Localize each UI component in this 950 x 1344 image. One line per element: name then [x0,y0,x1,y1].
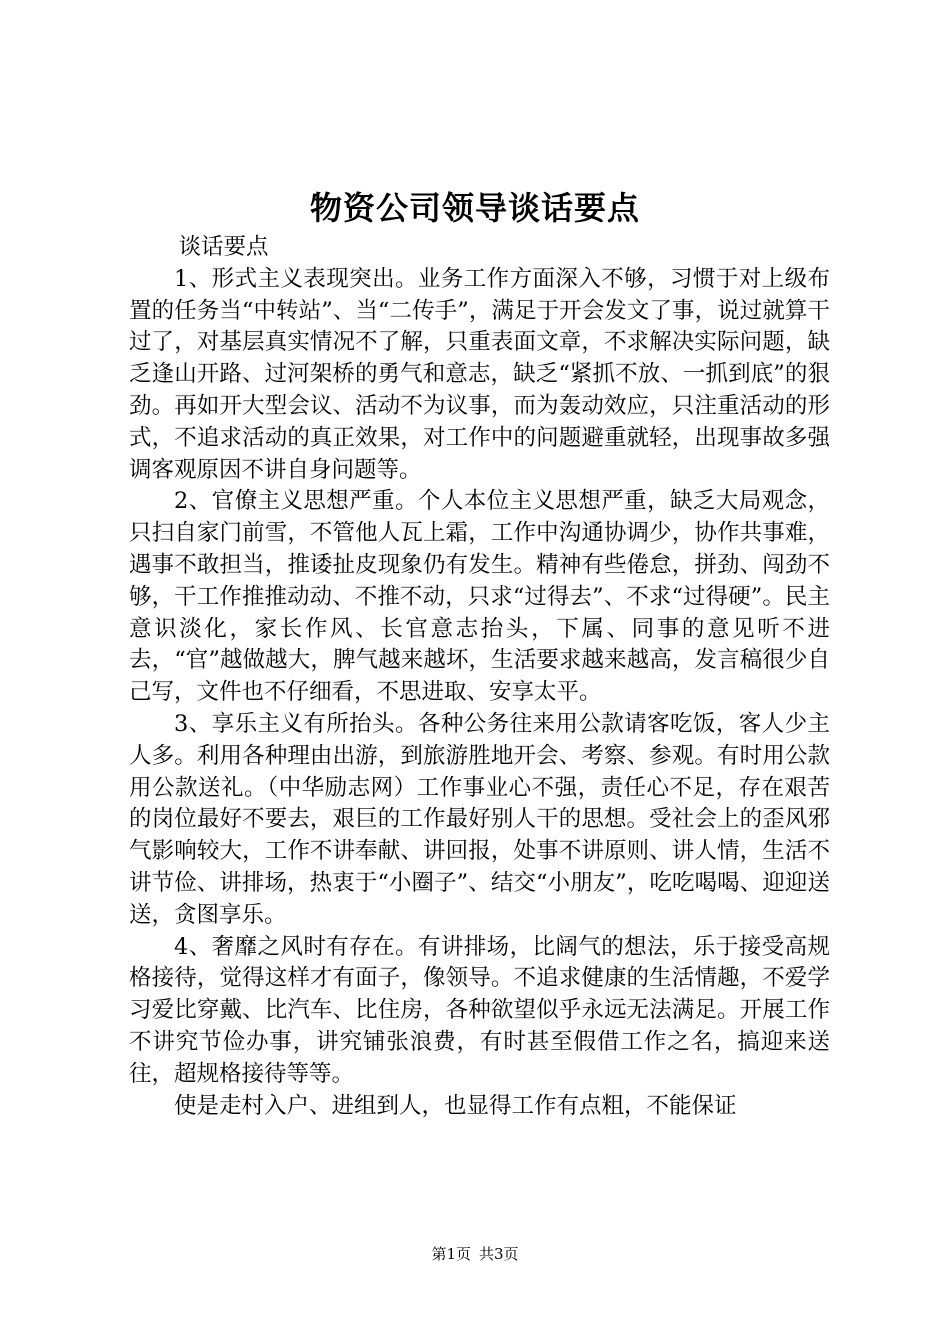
paragraph-1: 1、形式主义表现突出。业务工作方面深入不够，习惯于对上级布置的任务当“中转站”、当“二传手”，满足于开会发文了事，说过就算干过了，对基层真实情况不了解，只重表面文章，不求解决实际问题，缺乏逢山开路、过河架桥的勇气和意志，缺乏“紧抓不放、一抓到底”的狠劲。再如开大型会议、活动不为议事，而为轰动效应，只注重活动的形式，不追求活动的真正效果，对工作中的问题避重就轻，出现事故多强调客观原因不讲自身问题等。 [129,265,830,483]
page-footer [0,1243,950,1264]
paragraph-4: 4、奢靡之风时有存在。有讲排场，比阔气的想法，乐于接受高规格接待，觉得这样才有面子，像领导。不追求健康的生活情趣，不爱学习爱比穿戴、比汽车、比住房，各种欲望似乎永远无法满足。开展工作不讲究节俭办事，讲究铺张浪费，有时甚至假借工作之名，搞迎来送往，超规格接待等等。 [129,933,830,1087]
paragraph-3: 3、享乐主义有所抬头。各种公务往来用公款请客吃饭，客人少主人多。利用各种理由出游，到旅游胜地开会、考察、参观。有时用公款用公款送礼。（中华励志网）工作事业心不强，责任心不足，存在艰苦的岗位最好不要去，艰巨的工作最好别人干的思想。受社会上的歪风邪气影响较大，工作不讲奉献、讲回报，处事不讲原则、讲人情，生活不讲节俭、讲排场，热衷于“小圈子”、结交“小朋友”，吃吃喝喝、迎迎送送，贪图享乐。 [129,710,830,928]
page-number: 第1页 [431,1245,471,1263]
section-heading: 谈话要点 [178,234,269,260]
page-total: 共3页 [479,1245,519,1263]
paragraph-2: 2、官僚主义思想严重。个人本位主义思想严重，缺乏大局观念，只扫自家门前雪，不管他人瓦上霜，工作中沟通协调少，协作共事难，遇事不敢担当，推诿扯皮现象仍有发生。精神有些倦怠，拼劲、闯劲不够，干工作推推动动、不推不动，只求“过得去”、不求“过得硬”。民主意识淡化，家长作风、长官意志抬头，下属、同事的意见听不进去，“官”越做越大，脾气越来越坏，生活要求越来越高，发言稿很少自己写，文件也不仔细看，不思进取、安享太平。 [129,488,830,706]
document-title: 物资公司领导谈话要点 [309,189,640,227]
paragraph-5: 使是走村入户、进组到人，也显得工作有点粗，不能保证 [174,1092,737,1119]
document-body [129,232,830,1122]
